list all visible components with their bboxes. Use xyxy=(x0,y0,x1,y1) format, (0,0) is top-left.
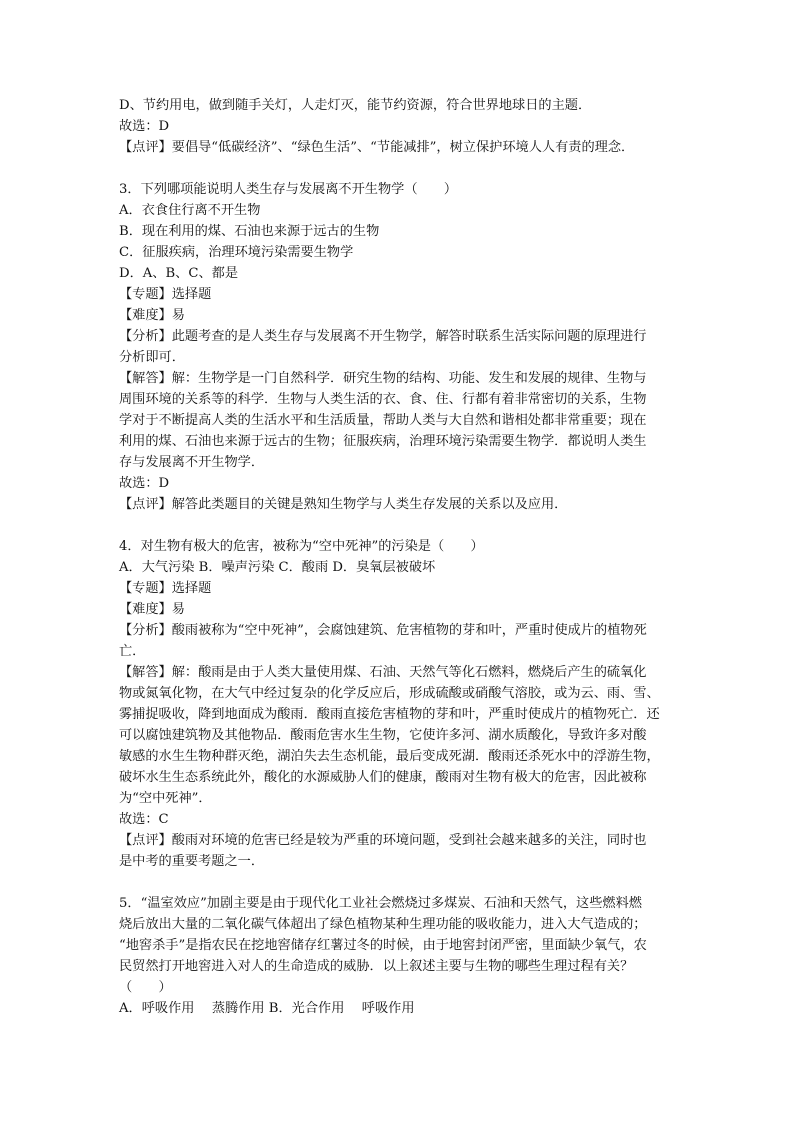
question-2-tail xyxy=(119,95,679,158)
question-stem: 3．下列哪项能说明人类生存与发展离不开生物学（ ） xyxy=(119,182,458,197)
solution-line: 破坏水生生态系统此外，酸化的水源威胁人们的健康，酸雨对生物有极大的危害，因此被称 xyxy=(119,770,647,785)
analysis-line: 【分析】此题考查的是人类生存与发展离不开生物学，解答时联系生活实际问题的原理进行 xyxy=(119,329,647,344)
comment-line: 【点评】解答此类题目的关键是熟知生物学与人类生存发展的关系以及应用． xyxy=(119,497,568,512)
spacer xyxy=(119,872,679,893)
solution-line: 学对于不断提高人类的生活水平和生活质量，帮助人类与大自然和谐相处都非常重要；现在 xyxy=(119,413,647,428)
question-5 xyxy=(119,893,679,1019)
option-d: D．A、B、C、都是 xyxy=(119,266,239,281)
difficulty-line: 【难度】易 xyxy=(119,308,185,323)
question-stem: 民贸然打开地窖进入对人的生命造成的威胁．以上叙述主要与生物的哪些生理过程有关？ xyxy=(119,959,634,974)
analysis-line: 分析即可． xyxy=(119,350,185,365)
comment-line: 是中考的重要考题之一． xyxy=(119,854,265,869)
solution-line: 物或氮氧化物，在大气中经过复杂的化学反应后，形成硫酸或硝酸气溶胶，或为云、雨、雪、 xyxy=(119,686,660,701)
comment-line: 【点评】要倡导“低碳经济”、“绿色生活”、“节能减排”，树立保护环境人人有责的理念． xyxy=(119,140,635,155)
solution-line: 周围环境的关系等的科学．生物与人类生活的衣、食、住、行都有着非常密切的关系，生物 xyxy=(119,392,647,407)
option-d: D、节约用电，做到随手关灯，人走灯灭，能节约资源，符合世界地球日的主题． xyxy=(119,98,592,113)
question-stem: （ ） xyxy=(119,980,172,995)
options-line: A．呼吸作用 蒸腾作用 B．光合作用 呼吸作用 xyxy=(119,1001,415,1016)
comment-line: 【点评】酸雨对环境的危害已经是较为严重的环境问题，受到社会越来越多的关注，同时也 xyxy=(119,833,647,848)
option-c: C．征服疾病，治理环境污染需要生物学 xyxy=(119,245,354,260)
options-line: A．大气污染 B．噪声污染 C．酸雨 D．臭氧层被破坏 xyxy=(119,560,436,575)
solution-line: 利用的煤、石油也来源于远古的生物；征服疾病，治理环境污染需要生物学．都说明人类生 xyxy=(119,434,647,449)
spacer xyxy=(119,515,679,536)
topic-line: 【专题】选择题 xyxy=(119,581,212,596)
analysis-line: 【分析】酸雨被称为“空中死神”，会腐蚀建筑、危害植物的芽和叶，严重时使成片的植物死 xyxy=(119,623,647,638)
question-stem: 5．“温室效应”加剧主要是由于现代化工业社会燃烧过多煤炭、石油和天然气，这些燃料燃 xyxy=(119,896,642,911)
solution-line: 【解答】解：生物学是一门自然科学．研究生物的结构、功能、发生和发展的规律、生物与 xyxy=(119,371,647,386)
difficulty-line: 【难度】易 xyxy=(119,602,185,617)
spacer xyxy=(119,158,679,179)
answer-line: 故选：D xyxy=(119,119,170,134)
solution-line: 可以腐蚀建筑物及其他物品．酸雨危害水生生物，它使许多河、湖水质酸化，导致许多对酸 xyxy=(119,728,647,743)
question-stem: “地窖杀手”是指农民在挖地窖储存红薯过冬的时候，由于地窖封闭严密，里面缺少氧气，农 xyxy=(119,938,647,953)
document-body xyxy=(119,95,679,1019)
question-stem: 4．对生物有极大的危害，被称为“空中死神”的污染是（ ） xyxy=(119,539,484,554)
question-stem: 烧后放出大量的二氧化碳气体超出了绿色植物某种生理功能的吸收能力，进入大气造成的； xyxy=(119,917,647,932)
question-4 xyxy=(119,536,679,872)
answer-line: 故选：D xyxy=(119,476,170,491)
question-3 xyxy=(119,179,679,515)
option-b: B．现在利用的煤、石油也来源于远古的生物 xyxy=(119,224,380,239)
solution-line: 雾捕捉吸收，降到地面成为酸雨．酸雨直接危害植物的芽和叶，严重时使成片的植物死亡．还 xyxy=(119,707,660,722)
solution-line: 存与发展离不开生物学． xyxy=(119,455,265,470)
analysis-line: 亡． xyxy=(119,644,146,659)
solution-line: 为“空中死神”． xyxy=(119,791,212,806)
option-a: A．衣食住行离不开生物 xyxy=(119,203,261,218)
answer-line: 故选：C xyxy=(119,812,169,827)
topic-line: 【专题】选择题 xyxy=(119,287,212,302)
solution-line: 【解答】解：酸雨是由于人类大量使用煤、石油、天然气等化石燃料，燃烧后产生的硫氧化 xyxy=(119,665,647,680)
solution-line: 敏感的水生生物种群灭绝，湖泊失去生态机能，最后变成死湖．酸雨还杀死水中的浮游生物， xyxy=(119,749,660,764)
